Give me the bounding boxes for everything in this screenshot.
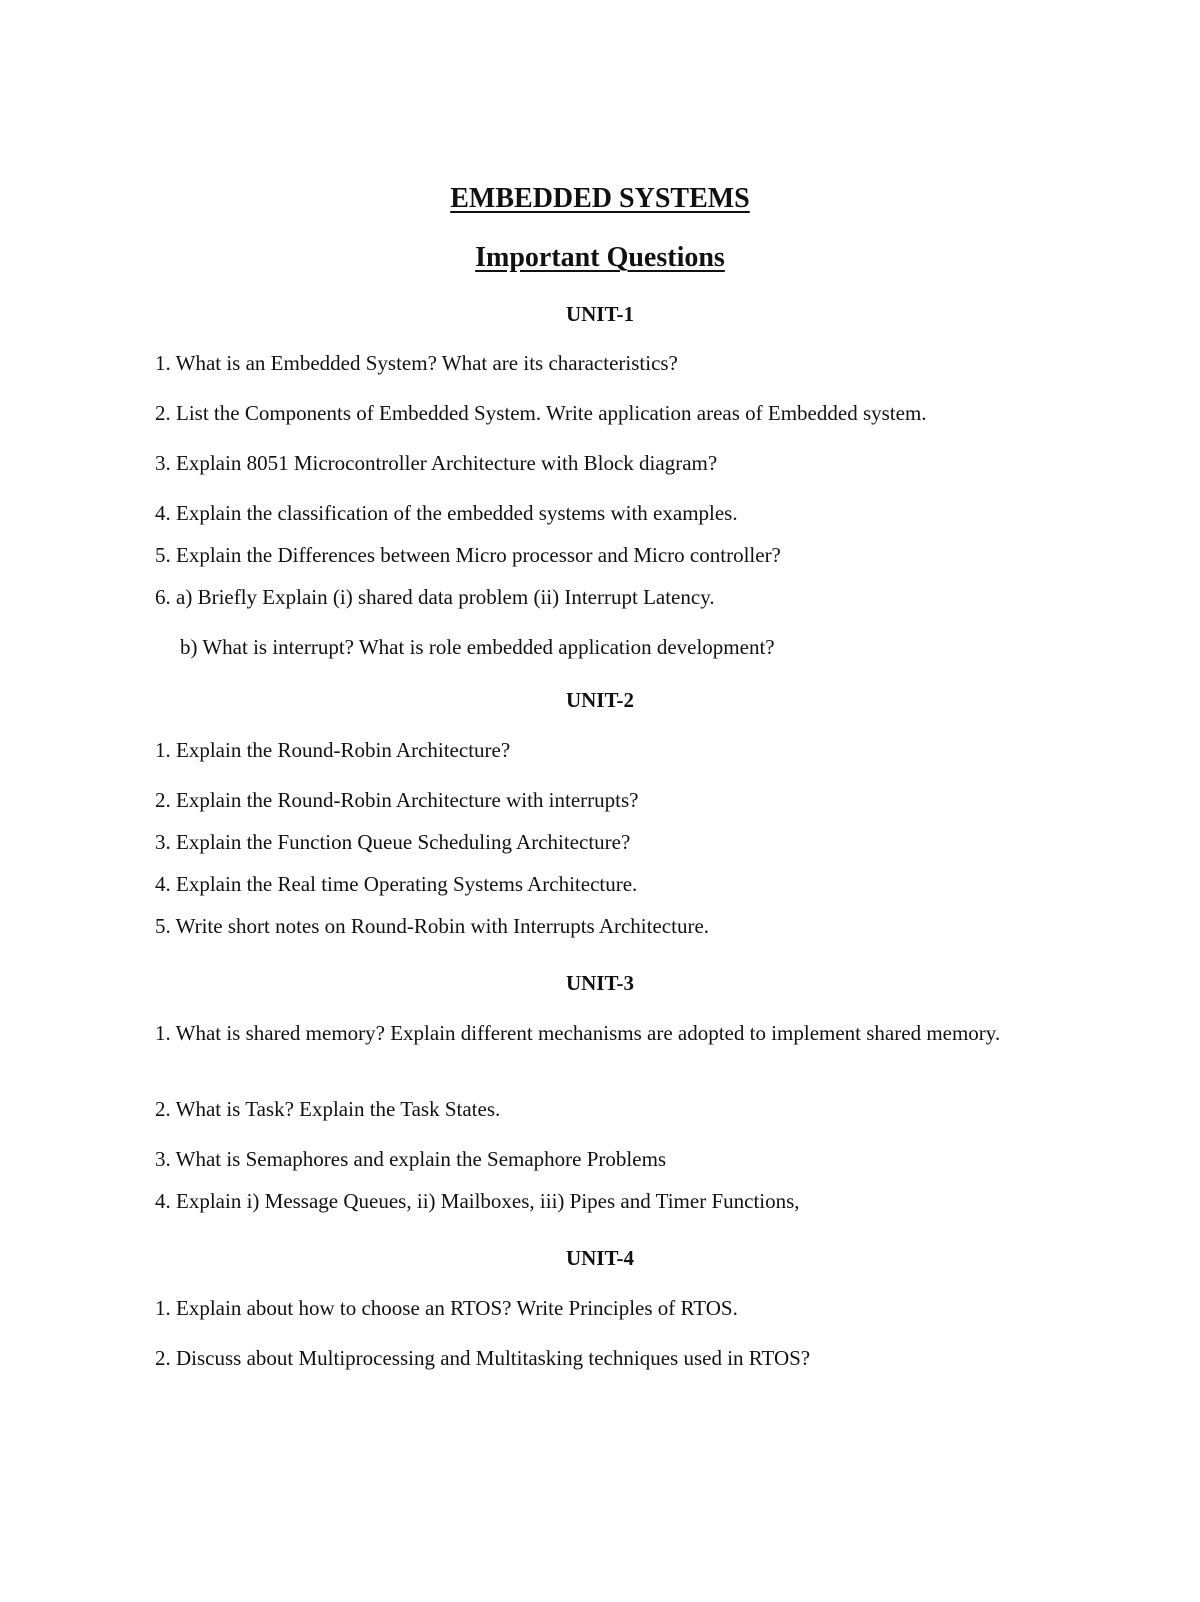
- unit-3-heading: UNIT-3: [565, 971, 635, 995]
- unit-3-question-1: 1. What is shared memory? Explain different mechanisms are adopted to implement shared memory.: [155, 1021, 1001, 1045]
- unit-2-question-3: 3. Explain the Function Queue Scheduling Architecture?: [155, 830, 631, 854]
- unit-3-question-2: 2. What is Task? Explain the Task States.: [155, 1097, 501, 1121]
- document-subtitle: Important Questions: [475, 242, 725, 273]
- unit-1-heading: UNIT-1: [565, 302, 635, 326]
- unit-4-question-1: 1. Explain about how to choose an RTOS? Write Principles of RTOS.: [155, 1296, 738, 1320]
- unit-2-question-1: 1. Explain the Round-Robin Architecture?: [155, 738, 511, 762]
- unit-4-question-2: 2. Discuss about Multiprocessing and Multitasking techniques used in RTOS?: [155, 1346, 811, 1370]
- unit-1-question-5: 5. Explain the Differences between Micro processor and Micro controller?: [155, 543, 781, 567]
- unit-3-question-4: 4. Explain i) Message Queues, ii) Mailboxes, iii) Pipes and Timer Functions,: [155, 1189, 800, 1213]
- unit-1-question-6a: 6. a) Briefly Explain (i) shared data problem (ii) Interrupt Latency.: [155, 585, 715, 609]
- unit-1-question-1: 1. What is an Embedded System? What are its characteristics?: [155, 351, 678, 375]
- unit-4-heading: UNIT-4: [565, 1246, 635, 1270]
- unit-2-heading: UNIT-2: [565, 688, 635, 712]
- unit-2-question-5: 5. Write short notes on Round-Robin with Interrupts Architecture.: [155, 914, 710, 938]
- unit-1-question-3: 3. Explain 8051 Microcontroller Architecture with Block diagram?: [155, 451, 718, 475]
- document-title: EMBEDDED SYSTEMS: [450, 183, 750, 214]
- unit-2-question-2: 2. Explain the Round-Robin Architecture with interrupts?: [155, 788, 639, 812]
- unit-3-question-3: 3. What is Semaphores and explain the Semaphore Problems: [155, 1147, 667, 1171]
- unit-1-question-4: 4. Explain the classification of the embedded systems with examples.: [155, 501, 738, 525]
- unit-2-question-4: 4. Explain the Real time Operating Systems Architecture.: [155, 872, 638, 896]
- unit-1-question-6b: b) What is interrupt? What is role embedded application development?: [180, 635, 775, 659]
- unit-1-question-2: 2. List the Components of Embedded System. Write application areas of Embedded system.: [155, 401, 927, 425]
